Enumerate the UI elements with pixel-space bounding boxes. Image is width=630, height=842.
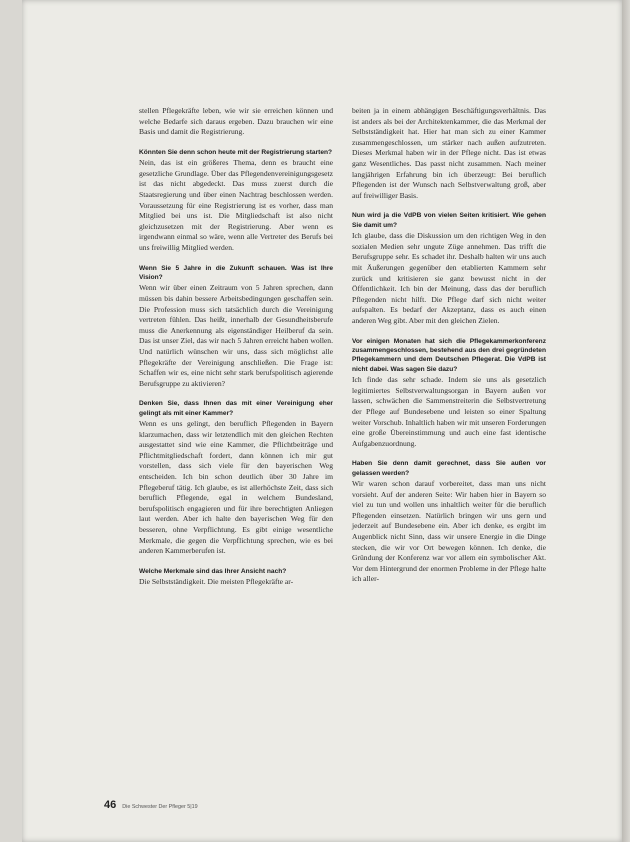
interview-question: Welche Merkmale sind das Ihrer Ansicht nach? — [139, 567, 287, 575]
magazine-page — [22, 0, 622, 842]
interview-answer: Ich glaube, dass die Diskussion um den richtigen Weg in den sozialen Medien sehr ungute Züge annehmen. Das trifft die Berufsgruppe sehr. Es schadet ihr. Deshalb halten wir uns auch mit Äußerungen gegenüber den etablierten Kammern sehr zurück und kritisieren sie ganz bewusst nicht in der Öffentlichkeit. Ich bin der Meinung, dass das der beruflich Pflegenden nicht hilft. Die Pflege darf sich nicht weiter aufspalten. Es bedarf der Akzeptanz, dass es auch einen anderen Weg gibt. Aber mit den gleichen Zielen. — [352, 231, 546, 325]
page-footer — [104, 799, 198, 811]
interview-question: Könnten Sie denn schon heute mit der Registrierung starten? — [139, 148, 333, 156]
interview-answer: Wenn es uns gelingt, den beruflich Pflegenden in Bayern klarzumachen, dass wir letztendlich mit den gleichen Rechten ausgestattet sind wie eine Kammer, die Pflichtbeiträge und Pflichtmitgliedschaft fordert, dann können ich mir gut vorstellen, dass sich viele für den bayerischen Weg entscheiden. Ich bin schon deutlich über 30 Jahre im Pflegeberuf tätig. Ich glaube, es ist allerhöchste Zeit, dass sich beruflich Pflegende, egal in welchem Bundesland, berufspolitisch engagieren und für ihre berechtigten Anliegen laut werden. Aber ich halte den bayerischen Weg für den besseren, ohne Verpflichtung. Es gibt einige wesentliche Merkmale, die gegen die Verpflichtung sprechen, wie es bei anderen Kammerberufen ist. — [139, 419, 333, 556]
interview-question: Vor einigen Monaten hat sich die Pflegekammerkonferenz zusammengeschlossen, bestehend aus den drei gegründeten Pflegekammern und dem Deutschen Pflegerat. Die VdPB ist nicht dabei. Was sagen Sie dazu? — [352, 337, 546, 373]
left-column — [139, 106, 333, 598]
interview-answer: Nein, das ist ein größeres Thema, denn es braucht eine gesetzliche Grundlage. Über das Pflegendenvereinigungsgesetz ist das nicht abgedeckt. Das muss zuerst durch die Staatsregierung und über einen Nachtrag beschlossen werden. Voraussetzung für eine Registrierung ist es vorher, dass man Mitglied bei uns ist. Die Mitgliedschaft ist also nicht gleichzusetzen mit der Registrierung. Aber wenn es irgendwann einmal so wäre, wenn alle Vertreter des Berufs bei uns freiwillig Mitglied werden. — [139, 158, 333, 252]
interview-question: Haben Sie denn damit gerechnet, dass Sie außen vor gelassen werden? — [352, 460, 546, 477]
interview-answer: Die Selbstständigkeit. Die meisten Pflegekräfte ar- — [139, 577, 294, 587]
interview-answer: Ich finde das sehr schade. Indem sie uns als gesetzlich legitimiertes Selbstverwaltungsorgan in Bayern außen vor lassen, schwächen die Sammenstreiterin die Selbstvertretung der Pflege auf Bundesebene und leisten so einer Spaltung weiter Vorschub. Inhaltlich haben wir mit unseren Forderungen eine große Übereinstimmung und auch eine fast identische Aufgabenzuordnung. — [352, 375, 546, 448]
interview-question: Nun wird ja die VdPB von vielen Seiten kritisiert. Wie gehen Sie damit um? — [352, 212, 546, 229]
interview-answer: Wenn wir über einen Zeitraum von 5 Jahren sprechen, dann müssen bis dahin bessere Arbeitsbedingungen geschaffen sein. Die Profession muss sich tatsächlich durch die Vereinigung vertreten fühlen. Das heißt, innerhalb der Gesundheitsberufe muss die Anerkennung als eigenständiger Heilberuf da sein. Das ist unser Ziel, das wir nach 5 Jahren erreicht haben wollen. Und natürlich wünschen wir uns, dass sich möglichst alle Pflegekräfte der Vereinigung anschließen. Die Frage ist: Schaffen wir es, eine nicht sehr stark berufspolitisch agierende Berufsgruppe zu aktivieren? — [139, 283, 333, 388]
interview-question: Wenn Sie 5 Jahre in die Zukunft schauen. Was ist Ihre Vision? — [139, 264, 333, 281]
publication-title: Die Schwester Der Pfleger 5|19 — [122, 804, 198, 810]
page-number: 46 — [104, 799, 117, 811]
paragraph: beiten ja in einem abhängigen Beschäftigungsverhältnis. Das ist anders als bei der Architektenkammer, die das Merkmal der Selbstständigkeit hat. Hier hat man sich zu einer Kammer zusammengeschlossen, um stärker nach außen aufzutreten. Dieses Merkmal haben wir in der Pflege nicht. Das ist etwas ganz Wesentliches. Das passt nicht zusammen. Nach meiner langjährigen Erfahrung bin ich überzeugt: Bei beruflich Pflegenden ist der Wunsch nach Selbstverwaltung groß, aber auf freiwilliger Basis. — [352, 106, 546, 200]
page-edge-shadow — [622, 0, 630, 842]
right-column — [352, 106, 546, 595]
paragraph: stellen Pflegekräfte leben, wie wir sie erreichen können und welche Bedarfe sich daraus ergeben. Dazu brauchen wir eine Basis und damit die Registrierung. — [139, 106, 333, 137]
interview-answer: Wir waren schon darauf vorbereitet, dass man uns nicht vorsieht. Auf der anderen Seite: Wir haben hier in Bayern so viel zu tun und wollen uns inhaltlich weiter für die beruflich Pflegenden einsetzen. Natürlich bringen wir uns gern und jederzeit auf Bundesebene ein. Aber ich denke, es ergibt im Augenblick nicht Sinn, dass wir unsere Energie in die Dinge stecken, die wir vor Ort bewegen können. Ich denke, die Gründung der Konferenz war vor allem ein symbolischer Akt. Vor dem Hintergrund der enormen Probleme in der Pflege halte ich aller- — [352, 479, 546, 584]
interview-question: Denken Sie, dass Ihnen das mit einer Vereinigung eher gelingt als mit einer Kammer? — [139, 400, 333, 417]
